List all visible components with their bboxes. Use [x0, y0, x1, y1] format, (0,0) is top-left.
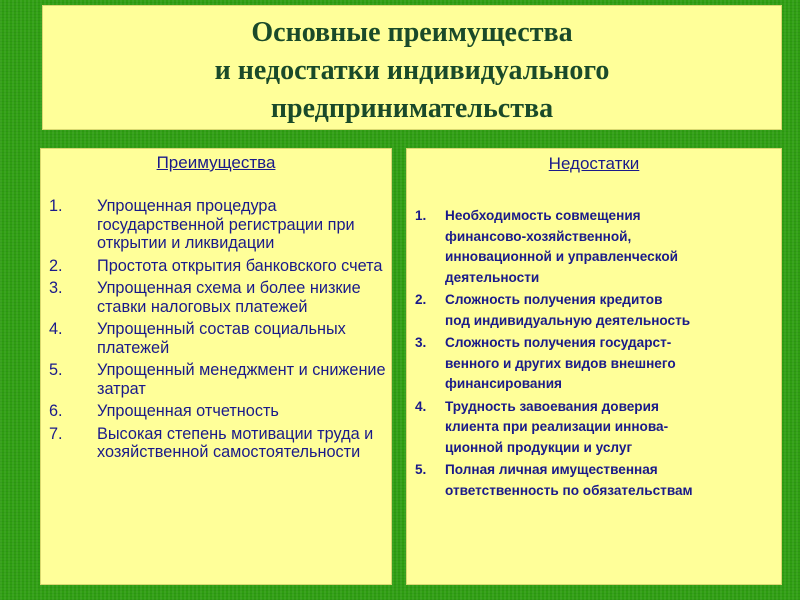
item-text: Трудность завоевания доверия клиента при реализации иннова- ционной продукции и услуг — [445, 398, 669, 455]
item-text: Упрощенная схема и более низкие ставки налоговых платежей — [97, 279, 361, 316]
list-item — [415, 333, 779, 395]
item-number: 6. — [49, 402, 63, 420]
list-item — [49, 279, 389, 316]
advantages-heading: Преимущества — [156, 153, 276, 172]
disadvantages-list — [415, 206, 779, 503]
item-text: Упрощенный состав социальных платежей — [97, 320, 346, 357]
item-number: 5. — [415, 462, 427, 477]
item-number: 4. — [415, 398, 427, 414]
item-number: 2. — [415, 292, 427, 307]
title-box — [42, 5, 782, 130]
title-line-2: и недостатки индивидуального — [214, 55, 610, 86]
item-number: 5. — [49, 361, 63, 379]
item-number: 2. — [49, 256, 63, 275]
item-number: 3. — [49, 279, 63, 297]
disadvantages-heading: Недостатки — [548, 154, 640, 173]
item-number: 3. — [415, 335, 427, 350]
item-text: Упрощенная процедура государственной регистрации при открытии и ликвидации — [97, 197, 355, 252]
list-item — [415, 397, 779, 459]
item-number: 1. — [415, 208, 427, 223]
item-number: 7. — [49, 424, 63, 443]
item-number: 1. — [49, 197, 63, 215]
title-line-1: Основные преимущества — [251, 17, 573, 48]
list-item — [49, 257, 389, 276]
list-item — [49, 320, 389, 357]
slide-title — [43, 14, 781, 128]
item-number: 4. — [49, 320, 63, 338]
advantages-panel — [40, 148, 392, 585]
disadvantages-panel — [406, 148, 782, 585]
list-item — [415, 460, 779, 501]
list-item — [49, 361, 389, 398]
list-item — [415, 206, 779, 288]
item-text: Упрощенный менеджмент и снижение затрат — [97, 361, 386, 398]
item-text: Сложность получения государст- венного и других видов внешнего финансирования — [445, 335, 676, 391]
list-item — [49, 197, 389, 253]
title-line-3: предпринимательства — [270, 93, 554, 124]
list-item — [49, 425, 389, 462]
item-text: Простота открытия банковского счета — [97, 256, 383, 275]
advantages-list — [49, 197, 389, 466]
list-item — [415, 290, 779, 331]
item-text: Необходимость совмещения финансово-хозяйственной, инновационной и управленческой деятельности — [445, 208, 678, 285]
item-text: Высокая степень мотивации труда и хозяйственной самостоятельности — [97, 424, 374, 461]
item-text: Сложность получения кредитов под индивидуальную деятельность — [445, 292, 691, 328]
item-text: Упрощенная отчетность — [97, 402, 279, 420]
list-item — [49, 402, 389, 421]
item-text: Полная личная имущественная ответственность по обязательствам — [445, 462, 693, 498]
